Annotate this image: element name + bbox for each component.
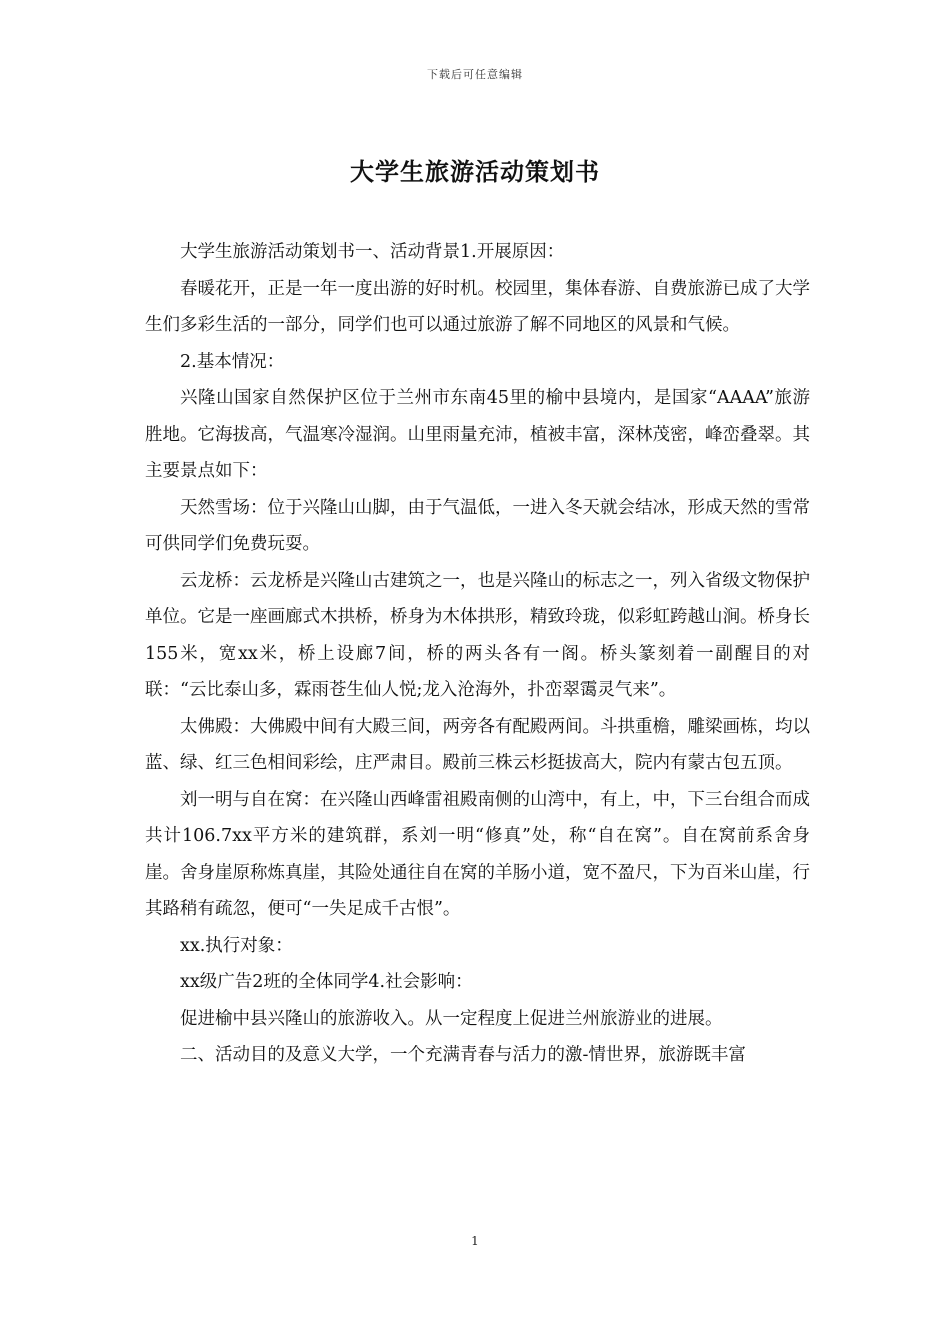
paragraph-yunlong-bridge: 云龙桥：云龙桥是兴隆山古建筑之一，也是兴隆山的标志之一，列入省级文物保护单位。它是一座画廊式木拱桥，桥身为木体拱形，精致玲珑，似彩虹跨越山涧。桥身长155米，宽xx米，桥上设廊7间，桥的两头各有一阁。桥头篆刻着一副醒目的对联：“云比泰山多，霖雨苍生仙人悦;龙入沧海外，扑峦翠霭灵气来”。 [145,570,810,700]
paragraph-target-heading: xx.执行对象： [180,935,293,956]
paragraph-target-class: xx级广告2班的全体同学4.社会影响： [180,972,473,992]
header-note: 下载后可任意编辑 [427,68,523,81]
paragraph-social-impact: 促进榆中县兴隆山的旅游收入。从一定程度上促进兰州旅游业的进展。 [180,1008,723,1029]
paragraph-basic-info-heading: 2.基本情况： [180,351,285,372]
document-title: 大学生旅游活动策划书 [350,158,600,186]
paragraph-reason: 春暖花开，正是一年一度出游的好时机。校园里，集体春游、自费旅游已成了大学生们多彩生活的一部分，同学们也可以通过旅游了解不同地区的风景和气候。 [145,278,810,335]
paragraph-ziza-wo: 刘一明与自在窝：在兴隆山西峰雷祖殿南侧的山湾中，有上，中，下三台组合而成共计106.7xx平方米的建筑群，系刘一明“修真”处，称“自在窝”。自在窝前系舍身崖。舍身崖原称炼真崖，其险处通往自在窝的羊肠小道，宽不盈尺，下为百米山崖，行其路稍有疏忽，便可“一失足成千古恨”。 [145,789,810,919]
paragraph-purpose: 二、活动目的及意义大学，一个充满青春与活力的激-情世界，旅游既丰富 [180,1045,746,1065]
paragraph-snow-field: 天然雪场：位于兴隆山山脚，由于气温低，一进入冬天就会结冰，形成天然的雪常可供同学们免费玩耍。 [145,497,810,554]
document-body [145,234,810,1074]
paragraph-xinglongshan-intro: 兴隆山国家自然保护区位于兰州市东南45里的榆中县境内，是国家“AAAA”旅游胜地。它海拔高，气温寒冷湿润。山里雨量充沛，植被丰富，深林茂密，峰峦叠翠。其主要景点如下： [145,388,810,481]
page-number: 1 [471,1234,479,1248]
paragraph-background-heading: 大学生旅游活动策划书一、活动背景1.开展原因： [180,242,565,262]
paragraph-buddha-hall: 太佛殿：大佛殿中间有大殿三间，两旁各有配殿两间。斗拱重檐，雕梁画栋，均以蓝、绿、红三色相间彩绘，庄严肃目。殿前三株云杉挺拔高大，院内有蒙古包五顶。 [145,716,810,773]
